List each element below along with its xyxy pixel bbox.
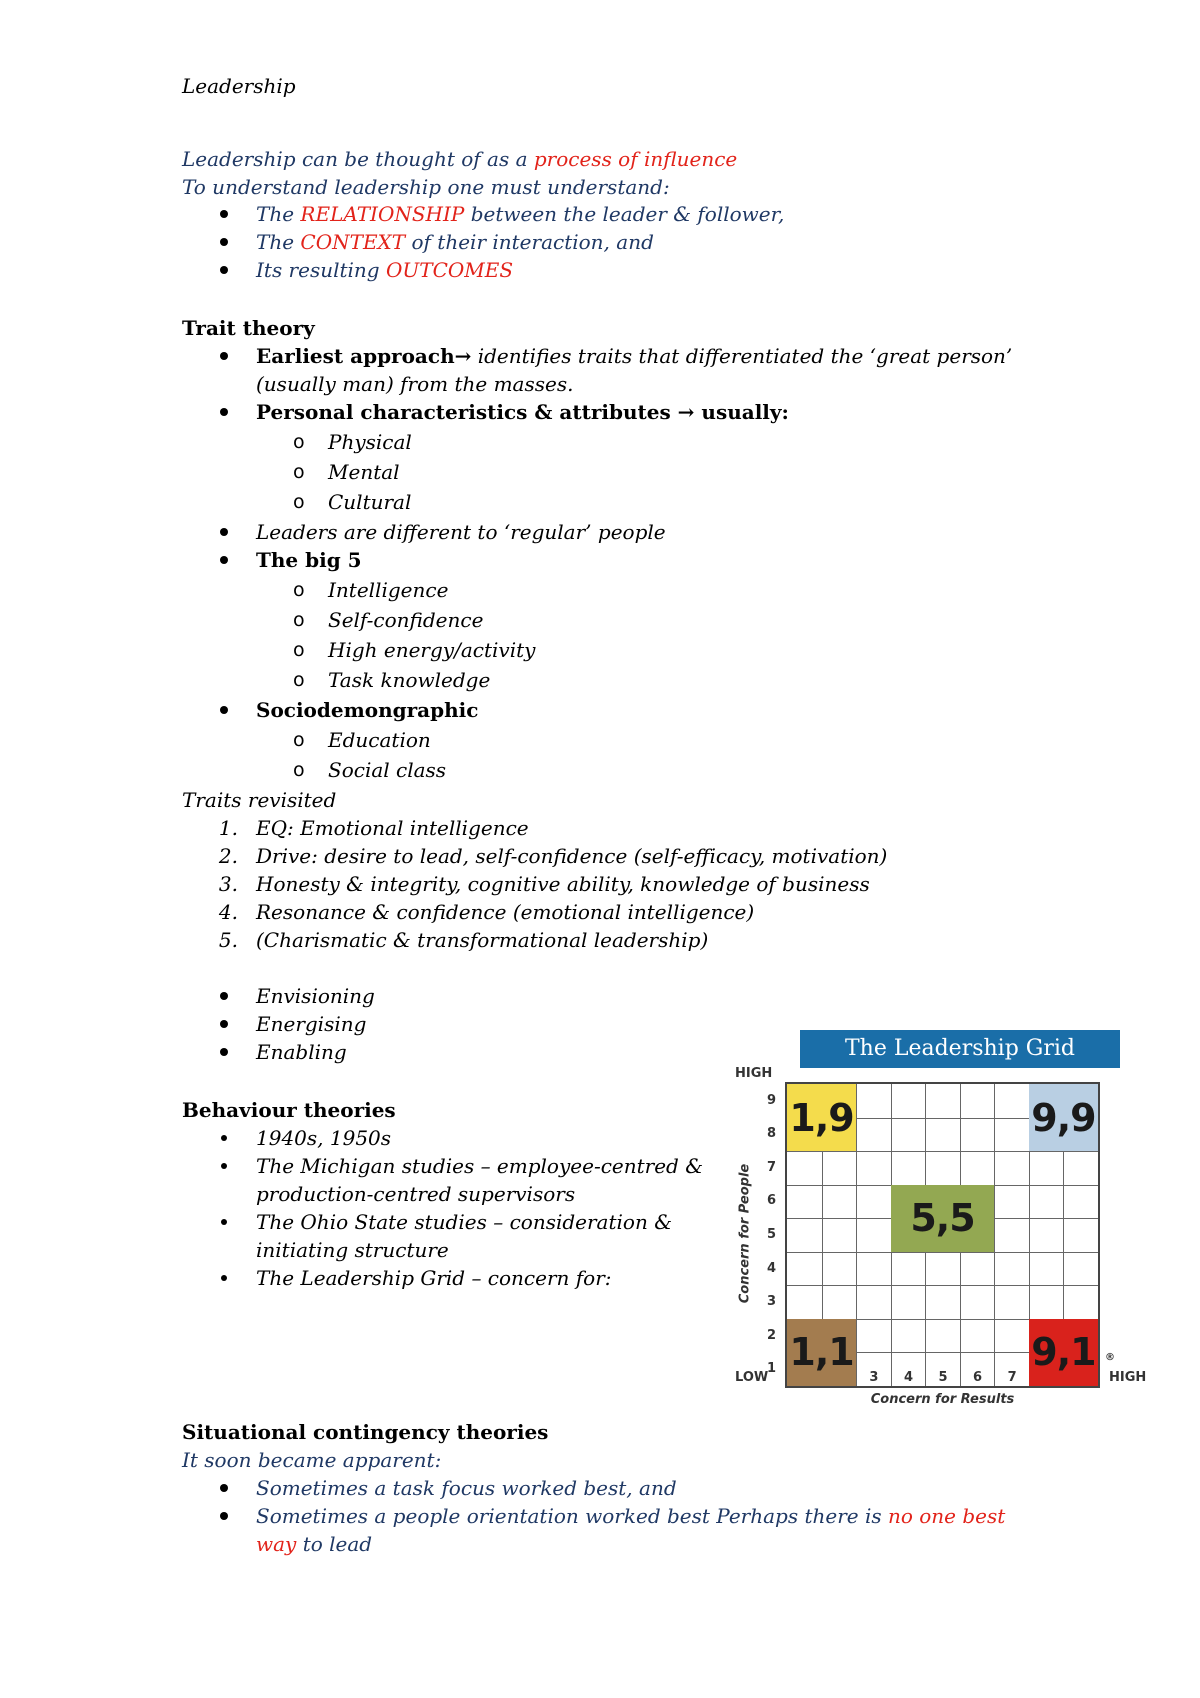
grid-y-tick: 3 [767,1294,777,1310]
grid-title: The Leadership Grid [800,1030,1120,1068]
circle-bullet-icon: o [293,579,305,601]
bullet-dot [221,1163,227,1169]
list-number: 2. [218,844,238,868]
grid-x-tick: 6 [973,1370,983,1385]
intro-bullet-2 [256,228,654,256]
grid-x-high: HIGH [1109,1370,1147,1385]
intro-line-2: To understand leadership one must understand: [182,175,670,199]
intro-bullet-3-b: OUTCOMES [385,258,514,282]
behaviour-bullet-2-cont: production-centred supervisors [256,1182,576,1206]
situational-heading: Situational contingency theories [182,1420,549,1444]
bullet-dot [220,992,228,1000]
list-number: 3. [218,872,238,896]
grid-line-horizontal [787,1252,1098,1253]
socio-social-class: Social class [328,758,447,782]
registered-mark: ® [1105,1352,1115,1363]
bullet-dot [220,1484,228,1492]
intro-line-1-text: Leadership can be thought of as a [182,147,534,171]
bullet-dot [220,210,228,218]
circle-bullet-icon: o [293,759,305,781]
intro-bullet-3 [256,256,513,284]
grid-box-9-9: 9,9 [1029,1084,1098,1151]
circle-bullet-icon: o [293,491,305,513]
bullet-dot [220,1512,228,1520]
intro-bullet-1-a: The [256,202,301,226]
trait-bullet-2-tail: usually: [694,400,789,424]
grid-y-tick: 4 [767,1260,777,1276]
situational-bullet-1: Sometimes a task focus worked best, and [256,1476,677,1500]
bullet-dot [220,556,228,564]
bullet-dot [220,706,228,714]
grid-box-1-1: 1,1 [787,1319,856,1386]
trait-bullet-1-rest: identifies traits that differentiated the ‘great person’ [471,344,1013,368]
list-number: 5. [218,928,238,952]
situational-line: It soon became apparent: [182,1448,442,1472]
trait-bullet-1 [256,342,1012,370]
bullet-dot [220,238,228,246]
situational-bullet-2-cont [256,1530,372,1558]
big5-self-confidence: Self-confidence [328,608,484,632]
envisioning: Envisioning [256,984,375,1008]
grid-box-1-9: 1,9 [787,1084,856,1151]
enabling: Enabling [256,1040,347,1064]
grid-line-vertical [856,1084,857,1386]
trait-sub-physical: Physical [328,430,412,454]
intro-bullet-2-a: The [256,230,301,254]
behaviour-bullet-4: The Leadership Grid – concern for: [256,1266,612,1290]
intro-highlight: process of influence [533,147,738,171]
trait-bullet-4: The big 5 [256,548,362,572]
situational-bullet-2-red: way [256,1532,297,1556]
list-number: 4. [218,900,238,924]
traits-revisited: Traits revisited [182,788,337,812]
grid-x-tick: 3 [869,1370,879,1385]
grid-box-5-5: 5,5 [891,1185,995,1252]
trait-sub-cultural: Cultural [328,490,412,514]
intro-bullet-2-c: of their interaction, and [405,230,654,254]
grid-y-tick: 5 [767,1227,777,1242]
circle-bullet-icon: o [293,431,305,453]
bullet-dot [221,1219,227,1225]
grid-y-tick: 7 [767,1159,777,1175]
behaviour-bullet-3-cont: initiating structure [256,1238,449,1262]
situational-bullet-2-a: Sometimes a people orientation worked best Perhaps there is [256,1504,888,1528]
bullet-dot [221,1275,227,1281]
circle-bullet-icon: o [293,639,305,661]
circle-bullet-icon: o [293,461,305,483]
trait-sub-mental: Mental [328,460,400,484]
grid-y-axis-label: Concern for People [737,1163,753,1304]
situational-bullet-2 [256,1502,1005,1530]
trait-bullet-1-continuation: (usually man) from the masses. [256,372,574,396]
list-number: 1. [218,816,238,840]
grid-y-high: HIGH [735,1066,773,1081]
situational-bullet-2-c: to lead [296,1532,373,1556]
revisited-item-2: Drive: desire to lead, self-confidence (self-efficacy, motivation) [256,844,888,868]
trait-bullet-3: Leaders are different to ‘regular’ people [256,520,666,544]
grid-y-tick: 1 [767,1361,777,1377]
socio-education: Education [328,728,431,752]
intro-line-1 [182,145,737,173]
intro-bullet-1 [256,200,784,228]
bullet-dot [220,266,228,274]
behaviour-bullet-1: 1940s, 1950s [256,1126,392,1150]
grid-y-tick: 2 [767,1327,777,1343]
big5-task-knowledge: Task knowledge [328,668,491,692]
grid-line-horizontal [787,1285,1098,1286]
bullet-dot [221,1135,227,1141]
big5-intelligence: Intelligence [328,578,449,602]
circle-bullet-icon: o [293,669,305,691]
grid-line-vertical [994,1084,995,1386]
grid-box-9-1: 9,1 [1029,1319,1098,1386]
arrow-icon: → [677,400,695,424]
revisited-item-5: (Charismatic & transformational leadership) [256,928,709,952]
intro-bullet-1-b: RELATIONSHIP [300,202,465,226]
bullet-dot [220,1020,228,1028]
revisited-item-4: Resonance & confidence (emotional intelligence) [256,900,755,924]
arrow-icon: → [454,344,472,368]
grid-x-axis-label: Concern for Results [870,1392,1015,1407]
grid-x-low: LOW [735,1370,769,1385]
grid-cells [785,1082,1100,1388]
trait-bullet-2-bold: Personal characteristics & attributes [256,400,678,424]
bullet-dot [220,528,228,536]
big5-high-energy: High energy/activity [328,638,536,662]
intro-bullet-2-b: CONTEXT [300,230,406,254]
trait-theory-heading: Trait theory [182,316,315,340]
energising: Energising [256,1012,367,1036]
circle-bullet-icon: o [293,729,305,751]
behaviour-theories-heading: Behaviour theories [182,1098,396,1122]
trait-bullet-1-bold: Earliest approach [256,344,455,368]
intro-bullet-3-a: Its resulting [256,258,386,282]
grid-y-tick: 8 [767,1126,777,1142]
grid-y-tick: 6 [767,1193,777,1209]
bullet-dot [220,352,228,360]
grid-x-tick: 5 [938,1370,948,1385]
bullet-dot [220,408,228,416]
intro-bullet-1-c: between the leader & follower, [464,202,785,226]
bullet-dot [220,1048,228,1056]
grid-line-horizontal [787,1151,1098,1152]
grid-x-tick: 4 [903,1370,913,1385]
circle-bullet-icon: o [293,609,305,631]
grid-y-tick: 9 [767,1092,777,1108]
document-header: Leadership [182,74,296,98]
grid-x-tick: 7 [1007,1370,1017,1385]
leadership-grid-figure [735,1030,1155,1430]
revisited-item-3: Honesty & integrity, cognitive ability, knowledge of business [256,872,870,896]
trait-bullet-5: Sociodemongraphic [256,698,479,722]
trait-bullet-2 [256,398,789,426]
behaviour-bullet-2: The Michigan studies – employee-centred & [256,1154,704,1178]
situational-bullet-2-b: no one best [887,1504,1006,1528]
behaviour-bullet-3: The Ohio State studies – consideration & [256,1210,672,1234]
revisited-item-1: EQ: Emotional intelligence [256,816,529,840]
